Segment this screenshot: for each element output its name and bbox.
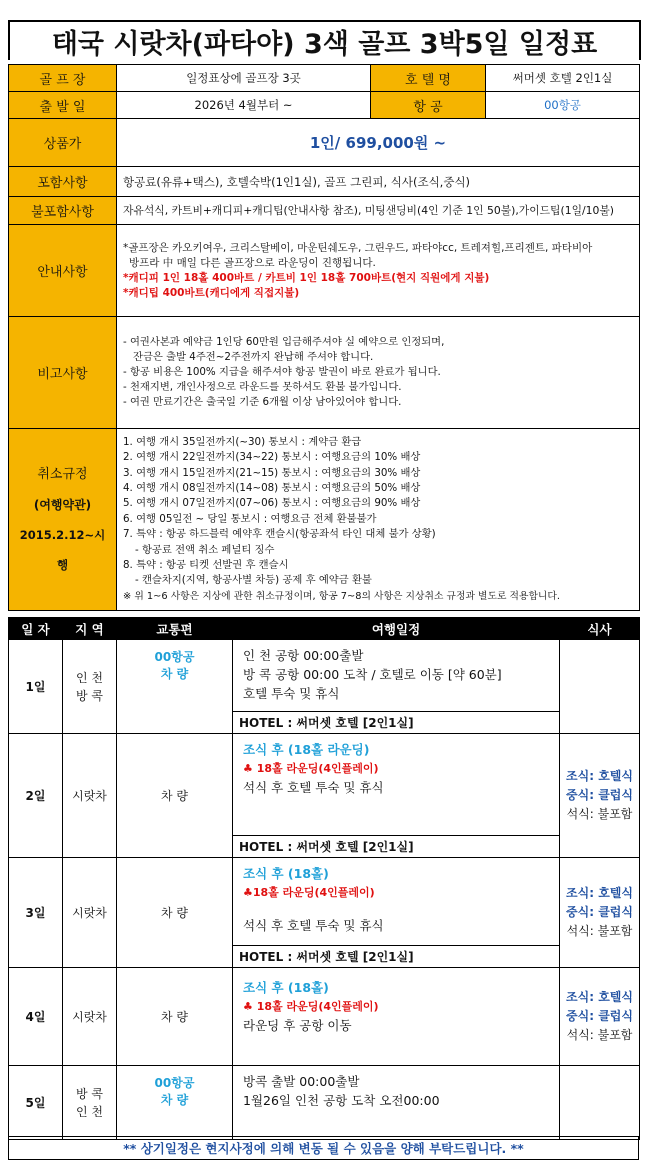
day-row (9, 640, 640, 734)
airline-label: 항 공 (371, 92, 486, 119)
price-value: 1인/ 699,000원 ~ (117, 119, 640, 167)
cancel-line: 5. 여행 개시 07일전까지(07~06) 통보시 : 여행요금의 90% 배상 (123, 497, 421, 510)
transport-cell (117, 1066, 233, 1140)
itinerary-line: 호텔 투숙 및 휴식 (243, 686, 340, 701)
transport-text: 차 량 (161, 789, 188, 803)
itinerary-cell (233, 734, 560, 858)
day-cell: 5일 (9, 1066, 63, 1140)
cancel-date: 2015.2.12~시행 (19, 527, 106, 572)
transport-text: 차 량 (160, 667, 189, 681)
airline-text: 00항공 (154, 650, 195, 664)
cancel-label-cell (9, 429, 117, 611)
schedule-table (8, 617, 640, 1140)
cancel-line: 7. 특약 : 항공 하드블럭 예약후 캔슬시(항공좌석 타인 대체 불가 상황) (123, 528, 436, 541)
day-row (9, 858, 640, 968)
itinerary-line: 인 천 공항 00:00출발 (243, 648, 364, 663)
day-row (9, 734, 640, 858)
hotel-line: HOTEL : 써머셋 호텔 [2인1실] (233, 835, 559, 857)
meal-line: 석식: 불포함 (566, 1028, 633, 1042)
day-cell: 1일 (9, 640, 63, 734)
cancel-line: 3. 여행 개시 15일전까지(21~15) 통보시 : 여행요금의 30% 배상 (123, 466, 421, 479)
day-row (9, 1066, 640, 1140)
remark-line: - 항공 비용은 100% 지급을 해주셔야 항공 발권이 바로 완료가 됩니다. (123, 366, 441, 378)
cancel-line: 1. 여행 개시 35일전까지(~30) 통보시 : 계약금 환급 (123, 435, 362, 448)
cancel-line: ※ 위 1~6 사항은 지상에 관한 취소규정이며, 항공 7~8의 사항은 지상취소 규정과 별도로 적용합니다. (123, 590, 560, 602)
golf-value: 일정표상에 골프장 3곳 (117, 65, 371, 92)
remark-label: 비고사항 (9, 317, 117, 429)
meal-cell (560, 858, 640, 968)
hotel-line: HOTEL : 써머셋 호텔 [2인1실] (233, 945, 559, 967)
meal-line: 조식: 호텔식 (566, 990, 633, 1004)
footer-note: ** 상기일정은 현지사정에 의해 변동 될 수 있음을 양해 부탁드립니다. ** (8, 1136, 639, 1160)
remark-line: 잔금은 출발 4주전~2주전까지 완납해 주셔야 합니다. (133, 351, 374, 363)
region-cell: 시랏차 (63, 968, 117, 1066)
meal-cell (560, 640, 640, 734)
include-value: 항공료(유류+택스), 호텔숙박(1인1실), 골프 그린피, 식사(조식,중식) (117, 167, 640, 197)
header-transport: 교통편 (117, 618, 233, 640)
info-table (8, 64, 640, 611)
itinerary-line: 석식 후 호텔 투숙 및 휴식 (243, 780, 384, 795)
transport-cell (117, 858, 233, 968)
transport-cell (117, 640, 233, 734)
meal-cell (560, 734, 640, 858)
itinerary-cell (233, 1066, 560, 1140)
itinerary-line: ♣ 18홀 라운딩(4인플레이) (243, 1000, 379, 1013)
depart-label: 출 발 일 (9, 92, 117, 119)
meal-cell (560, 968, 640, 1066)
cancel-rules (117, 429, 640, 611)
itinerary-cell (233, 968, 560, 1066)
meal-line: 중식: 클럽식 (566, 905, 633, 919)
price-label: 상품가 (9, 119, 117, 167)
header-day: 일 자 (9, 618, 63, 640)
guide-label: 안내사항 (9, 225, 117, 317)
cancel-label: 취소규정 (37, 466, 88, 482)
golf-label: 골 프 장 (9, 65, 117, 92)
region-cell: 시랏차 (63, 734, 117, 858)
day-cell: 2일 (9, 734, 63, 858)
meal-cell (560, 1066, 640, 1140)
itinerary-line: 조식 후 (18홀) (243, 980, 329, 995)
transport-cell (117, 734, 233, 858)
page-title: 태국 시랏차(파타야) 3색 골프 3박5일 일정표 (8, 20, 641, 60)
meal-line: 중식: 클럽식 (566, 788, 633, 802)
itinerary-line: 1월26일 인천 공항 도착 오전00:00 (243, 1093, 440, 1108)
header-region: 지 역 (63, 618, 117, 640)
remark-line: - 여권사본과 예약금 1인당 60만원 입금해주셔야 실 예약으로 인정되며, (123, 336, 445, 348)
cancel-sub: (여행약관) (33, 497, 92, 512)
meal-line: 조식: 호텔식 (566, 886, 633, 900)
exclude-value: 자유석식, 카트비+캐디피+캐디팁(안내사항 참조), 미팅샌딩비(4인 기준 1인 50불),가이드팁(1일/10불) (117, 197, 640, 225)
guide-notes (117, 225, 640, 317)
region-cell: 방 콕 인 천 (63, 1066, 117, 1140)
day-row (9, 968, 640, 1066)
transport-text: 차 량 (160, 1093, 189, 1107)
itinerary-line: ♣18홀 라운딩(4인플레이) (243, 886, 375, 899)
remark-notes (117, 317, 640, 429)
itinerary-cell (233, 640, 560, 734)
itinerary-line: ♣ 18홀 라운딩(4인플레이) (243, 762, 379, 775)
hotel-line: HOTEL : 써머셋 호텔 [2인1실] (233, 711, 559, 733)
depart-value: 2026년 4월부터 ~ (117, 92, 371, 119)
meal-line: 석식: 불포함 (566, 807, 633, 821)
transport-text: 차 량 (161, 906, 188, 920)
itinerary-line: 조식 후 (18홀 라운딩) (243, 742, 370, 757)
guide-line: *캐디피 1인 18홀 400바트 / 카트비 1인 18홀 700바트(현지 직원에게 지불) (123, 271, 490, 284)
airline-value: 00항공 (486, 92, 640, 119)
hotel-label: 호 텔 명 (371, 65, 486, 92)
region-cell: 인 천 방 콕 (63, 640, 117, 734)
hotel-value: 써머셋 호텔 2인1실 (486, 65, 640, 92)
exclude-label: 불포함사항 (9, 197, 117, 225)
airline-text: 00항공 (154, 1076, 195, 1090)
itinerary-line: 석식 후 호텔 투숙 및 휴식 (243, 918, 384, 933)
guide-line: 방프라 中 매일 다른 골프장으로 라운딩이 진행됩니다. (129, 256, 376, 269)
itinerary-cell (233, 858, 560, 968)
cancel-line: - 캔슬차지(지역, 항공사별 차등) 공제 후 예약금 환불 (135, 574, 372, 587)
guide-line: *캐디팁 400바트(캐디에게 직접지불) (123, 286, 300, 299)
day-cell: 4일 (9, 968, 63, 1066)
header-itinerary: 여행일정 (233, 618, 560, 640)
cancel-line: 8. 특약 : 항공 티켓 선발권 후 캔슬시 (123, 559, 289, 572)
region-cell: 시랏차 (63, 858, 117, 968)
meal-line: 중식: 클럽식 (566, 1009, 633, 1023)
remark-line: - 천재지변, 개인사정으로 라운드를 못하셔도 환불 불가입니다. (123, 381, 402, 393)
transport-text: 차 량 (161, 1010, 188, 1024)
cancel-line: - 항공료 전액 취소 페널티 징수 (135, 543, 275, 556)
meal-line: 석식: 불포함 (566, 924, 633, 938)
header-meals: 식사 (560, 618, 640, 640)
remark-line: - 여권 만료기간은 출국일 기준 6개월 이상 남아있어야 합니다. (123, 396, 402, 408)
include-label: 포함사항 (9, 167, 117, 197)
itinerary-line: 조식 후 (18홀) (243, 866, 329, 881)
cancel-line: 4. 여행 개시 08일전까지(14~08) 통보시 : 여행요금의 50% 배상 (123, 481, 421, 494)
cancel-line: 6. 여행 05일전 ~ 당일 통보시 : 여행요금 전체 환불불가 (123, 512, 377, 525)
itinerary-line: 방 콕 공항 00:00 도착 / 호텔로 이동 [약 60분] (243, 667, 502, 682)
itinerary-line: 라운딩 후 공항 이동 (243, 1018, 352, 1033)
day-cell: 3일 (9, 858, 63, 968)
guide-line: *골프장은 카오키여우, 크리스탈베이, 마운틴쉐도우, 그린우드, 파타야cc, 트레져힐,프리젠트, 파타비아 (123, 241, 593, 254)
transport-cell (117, 968, 233, 1066)
itinerary-line: 방콕 출발 00:00출발 (243, 1074, 360, 1089)
cancel-line: 2. 여행 개시 22일전까지(34~22) 통보시 : 여행요금의 10% 배상 (123, 451, 421, 464)
meal-line: 조식: 호텔식 (566, 769, 633, 783)
